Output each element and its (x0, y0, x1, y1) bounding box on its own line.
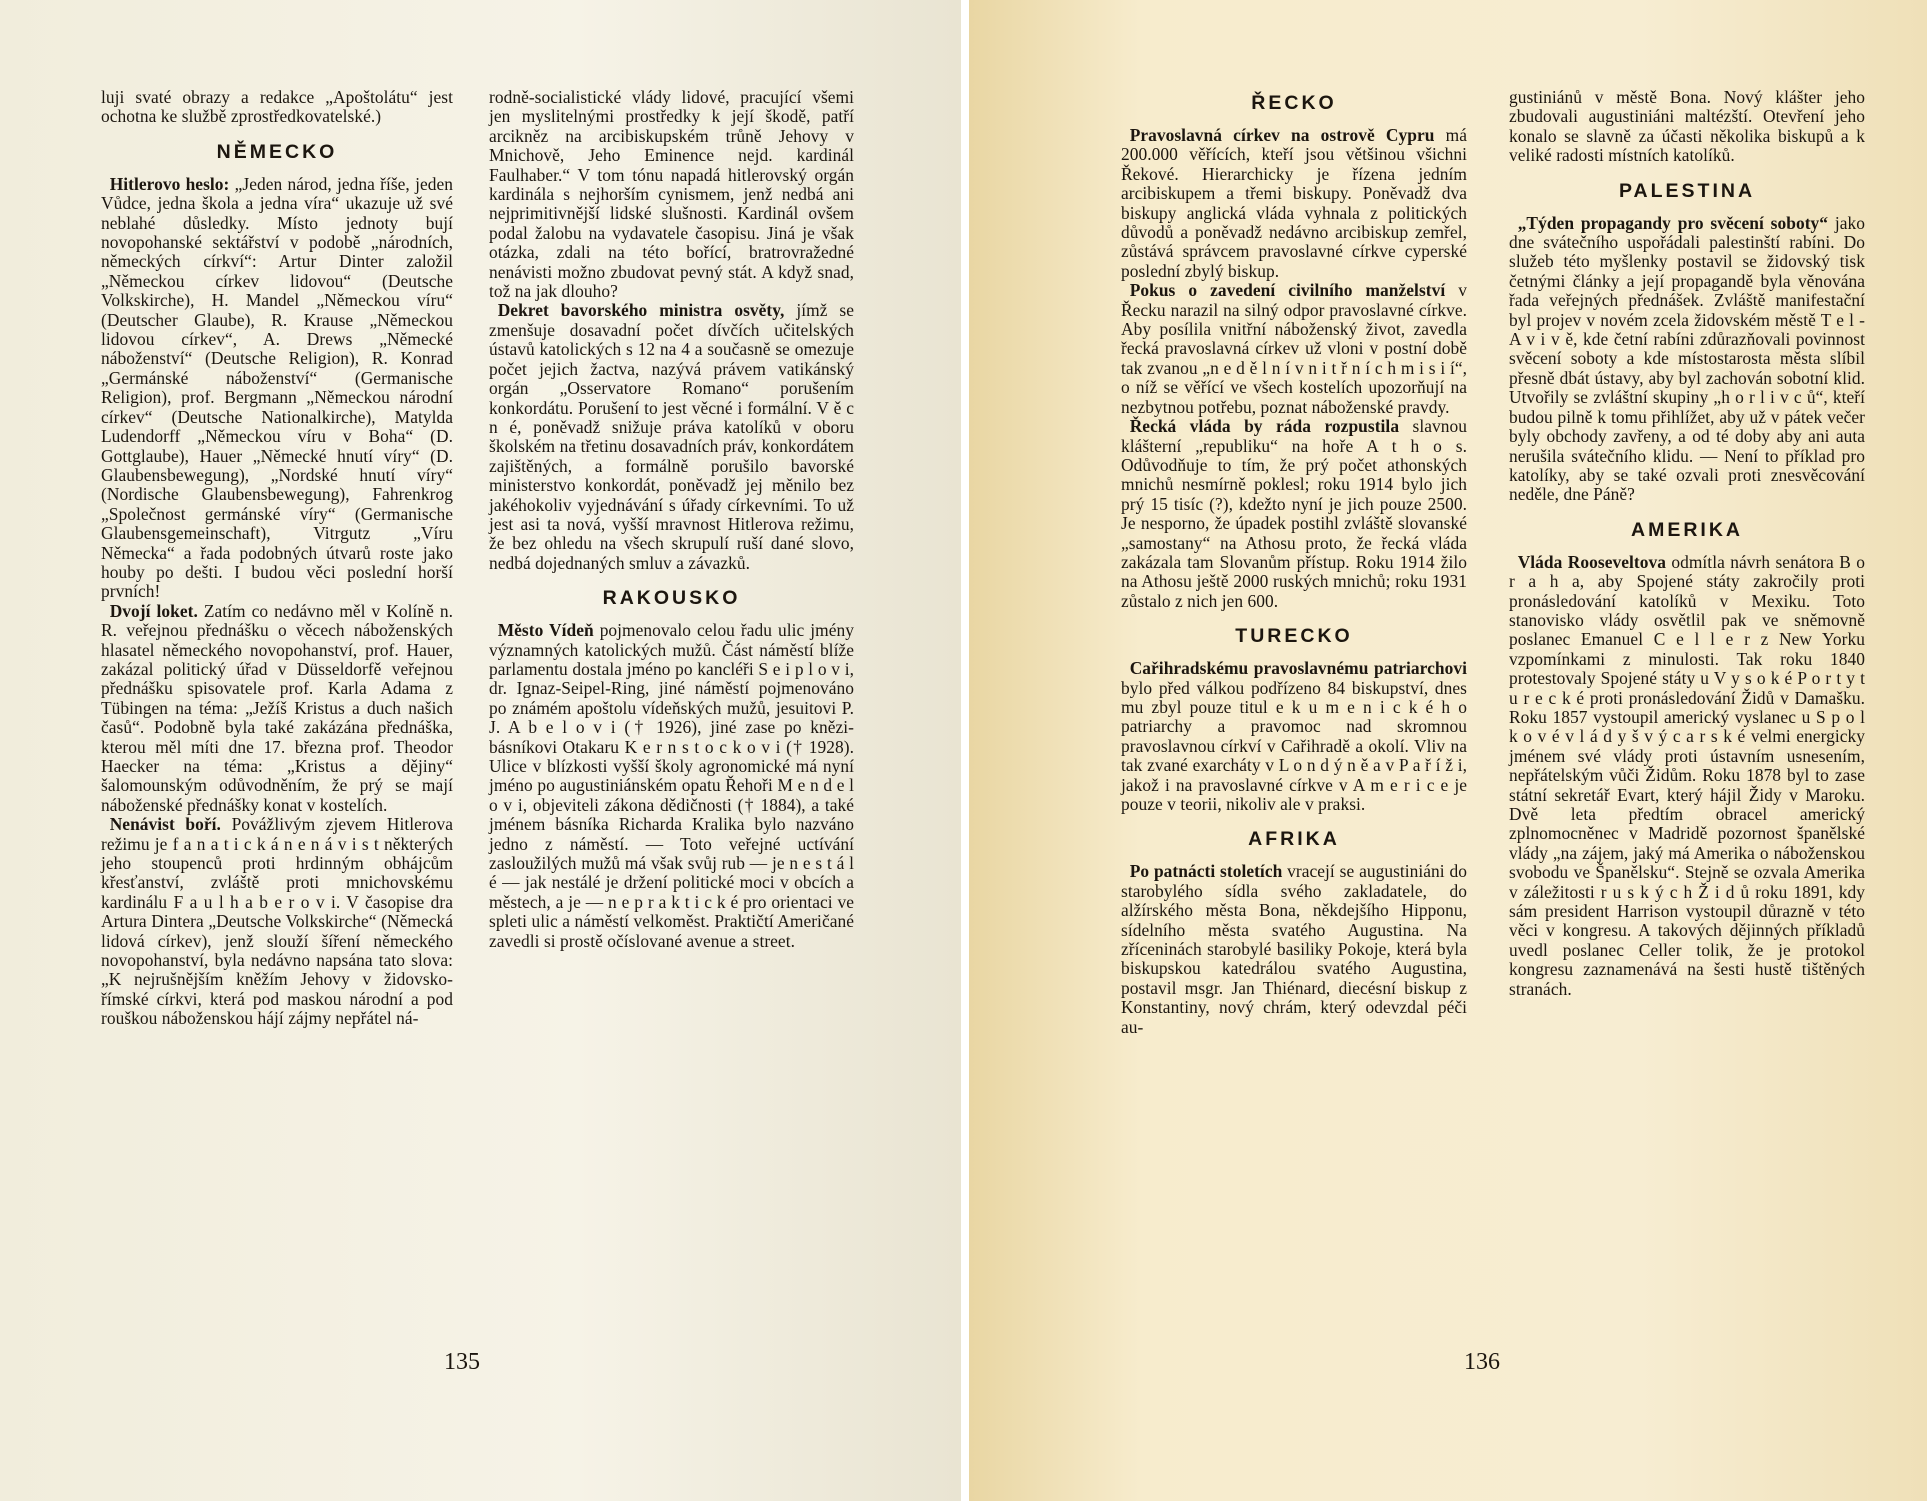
section-heading-palestina: PALESTINA (1618, 179, 1756, 202)
paragraph-mesto-viden (489, 621, 854, 951)
right-page (969, 0, 1927, 1501)
paragraph-lead: Po patnácti stoletích (1129, 861, 1283, 882)
paragraph-text: má 200.000 věřících, kteří jsou většinou všichni Řekové. Hierarchicky je řízena jedním arcibiskupem a třemi biskupy. Poněvadž dva biskupy anglická vláda vyhnala z politických důvodů a poněvadž nedávno arcibiskup zemřel, zůstává správcem pravoslavné církve cyperské poslední zbylý biskup. (1121, 125, 1468, 281)
right-column-1 (1121, 88, 1467, 1037)
paragraph-civilni-manzelstvi (1121, 281, 1467, 417)
right-column-2 (1509, 88, 1865, 999)
paragraph-dvoji-loket (101, 602, 453, 815)
paragraph-lead: Vláda Rooseveltova (1517, 551, 1666, 572)
paragraph-lead: Řecká vláda by ráda rozpustila (1129, 416, 1400, 437)
section-heading-amerika: AMERIKA (1631, 518, 1743, 541)
paragraph-text: pojmenovalo celou řadu ulic jmény významných katolických mužů. Část náměstí blíže parlamentu dostala jméno po kancléři S e i p l o v i, dr. Ignaz-Seipel-Ring, jiné náměstí pojmenováno po známém apoštolu vídeňských mužů, jesuitovi P. J. A b e l o v i († 1926), jiné zase po knězi-básníkovi Otakaru K e r n s t o c k o v i († 1928). Ulice v blízkosti vyšší školy agronomické má nyní jméno po augustiniánském opatu Řehoři M e n d e l o v i, objeviteli zákona dědičnosti († 1884), a také jménem básníka Richarda Kralika bylo nazváno jedno z náměstí. — Toto veřejné uctívání zasloužilých mužů má však svůj rub — je n e s t á l é — jak nestálé je držení politické moci v obcích a městech, a je — n e p r a k t i c k é pro orientaci ve spleti ulic a náměstí velkoměst. Praktičtí Američané zavedli si prostě očíslované avenue a street. (489, 620, 854, 951)
paragraph-patriarcha (1121, 659, 1467, 814)
page-number: 135 (444, 1349, 480, 1375)
paragraph-text: rodně-socialistické vlády lidové, pracující všemi jen myslitelnými prostředky k její škodě, patří arcikněz na arcibiskupském trůně Jehovy v Mnichově, Jeho Eminence nejd. kardinál Faulhaber.“ V tom tónu napadá hitlerovský orgán kardinála s nejhorším cynismem, jenž nedbá ani nejprimitivnější lidské slušnosti. Kardinál ovšem podal žalobu na vydavatele časopisu. Jiná je však otázka, zdali na této bořící, bratrovražedné nenávisti možno zbudovat pevný stát. A když snad, tož na jak dlouho? (489, 87, 854, 302)
section-heading-turecko: TURECKO (1235, 625, 1353, 648)
left-column-1 (101, 88, 453, 1029)
section-heading-afrika: AFRIKA (1248, 828, 1340, 851)
paragraph-text: vracejí se augustiniáni do starobylého sídla svého zakladatele, do alžírského města Bona, někdejšího Hipponu, sídelního města svatého Augustina. Na zříceninách starobylé basiliky Pokoje, která byla biskupskou katedrálou svatého Augustina, postavil msgr. Jan Thiénard, diecésní biskup z Konstantiny, nový chrám, který odevzdal péči au- (1121, 861, 1467, 1037)
intro-paragraph (101, 88, 453, 127)
paragraph-text: jako dne svátečního uspořádali palestinští rabíni. Do služeb této myšlenky postavil se židovský tisk četnými články a její propagandě byla věnována řada veřejných přednášek. Zvláště manifestační byl projev v novém zcela židovském městě T e l - A v i v ě, kde četní rabíni zdůrazňovali povinnost svěcení soboty a kde místostarosta města slíbil přesně dbát ústavy, aby byl zachován sobotní klid. Utvořily se zvláštní skupiny „h o r l i v c ů“, kteří budou pilně k tomu přihlížet, aby už v pátek večer byly obchody zavřeny, a od té doby aby ani auta nerušila svátečního klidu. — Není to příklad pro katolíky, aby se také ozvali proti znesvěcování neděle, dne Páně? (1509, 212, 1865, 505)
paragraph-text: Zatím co nedávno měl v Kolíně n. R. veřejnou přednášku o věcech náboženských hlasatel německého novopohanství, prof. Hauer, zakázal politický úřad v Düsseldorfě veřejnou přednášku spisovatele prof. Karla Adama z Tübingen na téma: „Ježíš Kristus a duch našich časů“. Podobně byla také zakázána přednáška, kterou měl míti dne 17. března prof. Theodor Haecker na téma: „Kristus a dějiny“ šalomounským odůvodněním, že prý se mají náboženské přednášky konat v kostelích. (101, 600, 453, 815)
paragraph-lead: Pokus o zavedení civilního manželství (1129, 280, 1446, 301)
paragraph-tyden-propagandy (1509, 214, 1865, 505)
page-number: 136 (1464, 1349, 1500, 1375)
paragraph-vlada-rooseveltova (1509, 553, 1865, 999)
paragraph-continuation (489, 88, 854, 301)
paragraph-continuation (1509, 88, 1865, 166)
paragraph-nenavist-bori (101, 815, 453, 1028)
paragraph-text: Povážlivým zjevem Hitlerova režimu je f a n a t i c k á n e n á v i s t některých jeho stoupenců proti hrdinným obhájcům křesťanství, zvláště proti mnichovskému kardinálu F a u l h a b e r o v i. V časopise dra Artura Dintera „Deutsche Volkskirche“ (Německá lidová církev), jenž slouží šíření německého novopohanství, byla nedávno napsána tato slova: „K nejrušnějším kněžím Jehovy v židovsko-římské církvi, která pod maskou národní a pod rouškou náboženskou hájí zájmy nepřátel ná- (101, 814, 453, 1029)
section-heading-nemecko: NĚMECKO (216, 140, 338, 163)
paragraph-lead: Hitlerovo heslo: (109, 173, 230, 194)
left-page (0, 0, 961, 1501)
paragraph-text: jímž se zmenšuje dosavadní počet dívčích učitelských ústavů katolických s 12 na 4 a současně se omezuje počet jejich žactva, nazývá právem vatikánský orgán „Osservatore Romano“ porušením konkordátu. Porušení to jest věcné i formální. V ě c n é, poněvadž snižuje práva katolíků v oboru školském na třetinu dosavadních práv, konkordátem zajištěných, a formálně porušilo bavorské ministerstvo konkordát, poněvadž jej měnilo bez jakéhokoliv vyjednávání s úřady církevními. To už jest asi ta nová, vyšší mravnost Hitlerova režimu, že bez ohledu na všech skrupulí ruší dané slovo, nedbá dojednaných smluv a závazků. (489, 300, 854, 573)
section-heading-rakousko: RAKOUSKO (602, 587, 741, 610)
paragraph-lead: Pravoslavná církev na ostrově Cypru (1129, 125, 1435, 145)
paragraph-augustiniani (1121, 862, 1467, 1037)
paragraph-lead: Cařihradskému pravoslavnému patriarchovi (1129, 658, 1467, 679)
page-gutter (961, 0, 969, 1501)
paragraph-text: slavnou klášterní „republiku“ na hoře A t h o s. Odůvodňuje to tím, že prý počet athonských mnichů nesmírně poklesl; roku 1914 bylo jich prý 15 tisíc (?), kdežto nyní je jich pouze 2500. Je nesporno, že úpadek postihl zvláště slovanské „samostany“ na Athosu proto, že řecká vláda zakázala tam Slovanům přístup. Roku 1914 žilo na Athosu ještě 2000 ruských mnichů; roku 1931 zůstalo z nich jen 600. (1121, 416, 1467, 611)
paragraph-text: odmítla návrh senátora B o r a h a, aby Spojené státy zakročily proti pronásledování katolíků v Mexiku. Toto stanovisko vlády osvětlil pak ve sněmovně poslanec Emanuel C e l l e r z New Yorku vzpomínkami z minulosti. Tak roku 1840 protestovaly Spojené státy u V y s o k é P o r t y t u r e c k é proti pronásledování Židů v Damašku. Roku 1857 vystoupil americký vyslanec u S p o l k o v é v l á d y š v ý c a r s k é velmi energicky jménem své vlády proti ústavním usnesením, nepřátelským vůči Židům. Roku 1878 byl to zase státní sekretář Evart, který hájil Židy v Maroku. Dvě leta předtím obracel americký zplnomocněnec v Madridě pozornost španělské vlády „na zájem, jaký má Amerika o náboženskou svobodu ve Španělsku“. Stejně se ozvala Amerika v záležitosti r u s k ý c h Ž i d ů roku 1891, kdy sám president Harrison vystoupil důrazně v této věci v kongresu. A takových dějinných příkladů uvedl poslanec Celler tolik, že je protokol kongresu zaznamenává na šesti hustě tištěných stranách. (1509, 551, 1865, 999)
paragraph-lead: Dvojí loket. (109, 600, 198, 621)
paragraph-text: v Řecku narazil na silný odpor pravoslavné církve. Aby posílila vnitřní náboženský život, zavedla řecká pravoslavná církev už vloni v postní době tak zvanou „n e d ě l n í v n i t ř n í c h m i s i í“, o níž se věřící ve všech kostelích upozorňují na nezbytnou potřebu, poznat náboženské pravdy. (1121, 280, 1467, 417)
paragraph-athos (1121, 417, 1467, 611)
section-heading-recko: ŘECKO (1251, 92, 1337, 114)
paragraph-text: bylo před válkou podřízeno 84 biskupství, dnes mu zbyl pouze titul e k u m e n i c k é h o patriarchy a pravomoc nad skromnou pravoslavnou církví v Cařihradě a okolí. Vliv na tak zvané exarcháty v L o n d ý n ě a v P a ř í ž i, jakož i na pravoslavné církve v A m e r i c e je pouze v teorii, nikoliv ale v praksi. (1121, 677, 1467, 814)
paragraph-lead: Nenávist boří. (109, 814, 221, 835)
paragraph-kypr (1121, 126, 1467, 281)
paragraph-lead: Dekret bavorského ministra osvěty, (497, 300, 785, 321)
paragraph-text: gustiniánů v městě Bona. Nový klášter jeho zbudovali augustiniáni maltézští. Otevření jeho konalo se slavně za účasti několika biskupů a k veliké radosti místních katolíků. (1509, 87, 1865, 166)
left-column-2 (489, 88, 854, 951)
paragraph-text: luji svaté obrazy a redakce „Apoštolátu“ jest ochotna ke službě zprostředkovatelské.) (101, 87, 453, 127)
paragraph-text: „Jeden národ, jedna říše, jeden Vůdce, jedna škola a jedna víra“ ukazuje už své neblahé důsledky. Místo jednoty bují novopohanské sektářství v podobě „národních, německých církví“: Artur Dinter založil „Německou církev lidovou“ (Deutsche Volkskirche), H. Mandel „Německou víru“ (Deutscher Glaube), R. Krause „Německou lidovou církev“, A. Drews „Německé náboženství“ (Deutsche Religion), R. Konrad „Germánské náboženství“ (Germanische Religion), prof. Bergmann „Německou národní církev“ (Deutsche Nationalkirche), Matylda Ludendorff „Německou víru v Boha“ (D. Gottglaube), Hauer „Německé hnutí víry“ (D. Glaubensbewegung), „Nordské hnutí víry“ (Nordische Glaubensbewegung), Fahrenkrog „Společnost germánské víry“ (Germanische Glaubensgemeinschaft), Vitrgutz „Víru Německa“ a řada podobných útvarů roste jako houby po dešti. I budou věci poslední horší prvních! (101, 173, 453, 602)
paragraph-hitlerovo-heslo (101, 175, 453, 602)
paragraph-dekret (489, 301, 854, 573)
paragraph-lead: Město Vídeň (497, 620, 594, 641)
paragraph-lead: „Týden propagandy pro svěcení soboty“ (1517, 212, 1829, 233)
